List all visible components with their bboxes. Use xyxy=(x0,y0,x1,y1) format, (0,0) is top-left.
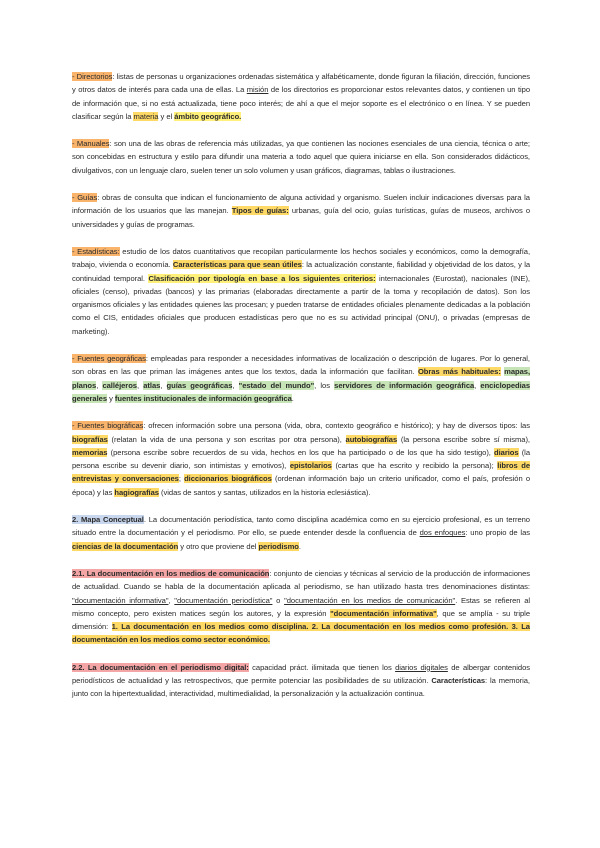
text: ; xyxy=(178,474,185,484)
text: , los xyxy=(314,380,335,390)
paragraph-fuentes-geograficas: - Fuentes geográficas: empleadas para responder a necesidades informativas de localización o descripción de lugares. Por lo general, son obras en las que priman las imágenes antes que los textos, dada la información que facilitan. Obras más habituales: mapas, planos, calléjeros, atlas, guías geográficas, "estado del mundo", los servidores de información geográfica, enciclopedias generales y fuentes institucionales de información geográfica. xyxy=(72,354,531,403)
text: (vidas de santos y santas, utilizados en la historia eclesiástica). xyxy=(158,487,371,497)
highlight: diccionarios biográficos xyxy=(184,474,272,484)
highlight: Características para que sean útiles xyxy=(172,260,302,270)
text: urbanas, guía del ocio, guías turísticas, guías de museos, archivos o universidades y guías de programas. xyxy=(72,206,530,229)
paragraph-estadisticas xyxy=(72,245,530,338)
text: , que se amplía - su triple dimensión: xyxy=(72,608,530,632)
text: (persona escribe sobre recuerdos de su vida, hechos en los que ha participado o de los que ha sido testigo), xyxy=(107,447,494,457)
highlight: biografías xyxy=(72,434,108,444)
text: : listas de personas u organizaciones ordenadas sistemática y alfabéticamente, donde figuran la filiación, dirección, funciones y otros datos de interés para cada una de ellas. La xyxy=(72,72,530,95)
heading-mapa-conceptual: 2. Mapa Conceptual xyxy=(72,515,144,525)
highlight: mapas, planos xyxy=(72,367,531,390)
highlight: Tipos de guías: xyxy=(231,206,289,216)
highlight: materia xyxy=(133,111,159,121)
highlight: fuentes institucionales de información geográfica xyxy=(114,393,292,403)
highlight: epistolarios xyxy=(289,461,332,471)
highlight: atlas xyxy=(143,380,161,390)
highlight: autobiografías xyxy=(345,434,398,444)
highlight: "documentación informativa" xyxy=(330,608,437,618)
text: (relatan la vida de una persona y son escritas por otra persona), xyxy=(107,434,346,444)
text: (ordenan información bajo un criterio unificador, como el país, profesión o época) y las xyxy=(72,474,530,497)
heading-medios-comunicacion: 2.1. La documentación en los medios de comunicación xyxy=(72,568,270,578)
highlight: ámbito geográfico. xyxy=(174,111,242,121)
paragraph-mapa-conceptual xyxy=(72,513,530,553)
underlined-text: "documentación periodística" xyxy=(174,595,273,605)
text: de albergar contenidos periodísticos de actualidad y las retrospectivos, que permite potenciar las posibilidades de su utilización. xyxy=(72,662,531,685)
text: estudio de los datos cuantitativos que recopilan particularmente los hechos sociales y económicos, como la demografía, trabajo, vivienda o economía. xyxy=(72,246,531,270)
term-fuentes-geograficas: - Fuentes geográficas xyxy=(72,354,146,364)
text: : son una de las obras de referencia más utilizadas, ya que contienen las nociones esenciales de una ciencia, técnica o arte; son concebidas en estructura y estilo para difundir una materia a todo aquel que quiera iniciarse en ella. Son considerados didácticos, divulgativos, con un lenguaje claro, suelen tener un solo volumen y usan gráficos, diagramas, tablas o ilustraciones. xyxy=(72,139,530,175)
highlight: servidores de información geográfica xyxy=(334,380,475,390)
highlight: Clasificación por tipología en base a los siguientes criterios: xyxy=(148,273,376,283)
highlight: Obras más habituales: xyxy=(417,367,501,377)
text: (la persona escribe su devenir diario, son intimistas y emotivos), xyxy=(72,447,530,471)
text: y xyxy=(107,393,115,403)
paragraph-periodismo-digital xyxy=(72,661,530,701)
underlined-text: "documentación informativa" xyxy=(72,595,169,605)
document-page xyxy=(72,70,530,715)
text: capacidad práct. ilimitada que tienen los xyxy=(248,662,396,672)
text: : uno propio de las xyxy=(465,528,530,538)
text: : la actualización constante, fiabilidad y objetividad de los datos, y la continuidad temporal. xyxy=(72,260,530,283)
highlight: 1. La documentación en los medios como disciplina. 2. La documentación en los medios como profesión. 3. La documentación en los medios como sector económico. xyxy=(72,622,530,645)
highlight: diarios xyxy=(494,447,519,457)
text: y otro que proviene del xyxy=(178,541,259,551)
text: : la memoria, junto con la hipertextualidad, interactividad, multimedialidad, la personalización y la actualización continua. xyxy=(72,675,530,699)
underlined-text: misión xyxy=(246,85,269,95)
underlined-text: diarios digitales xyxy=(395,662,448,672)
term-guias: - Guías xyxy=(72,193,98,203)
highlight: "estado del mundo" xyxy=(238,380,315,390)
term-manuales: - Manuales xyxy=(72,139,110,149)
paragraph-fuentes-biograficas xyxy=(72,419,530,499)
text: y el xyxy=(158,111,175,121)
highlight: enciclopedias generales xyxy=(72,380,530,403)
paragraph-directorios xyxy=(72,70,530,123)
highlight: calléjeros xyxy=(102,380,137,390)
highlight: libros de entrevistas y conversaciones xyxy=(72,461,530,484)
highlight: periodismo xyxy=(258,541,299,551)
underlined-text: "documentación en los medios de comunicación" xyxy=(284,595,456,605)
underlined-text: dos enfoques xyxy=(419,528,466,538)
paragraph-manuales xyxy=(72,137,530,177)
text: : conjunto de ciencias y técnicas al servicio de la producción de informaciones de actualidad. Cuando se habla de la documentación aplicada al periodismo, se han utilizado hasta tres denominaciones distintas: xyxy=(72,568,530,592)
text: (cartas que ha escrito y recibido la persona); xyxy=(331,461,498,471)
text: de los directorios es proporcionar estos relevantes datos, y contienen un tipo de información que, si no está actualizada, tiene poco interés; de ahí a que el mejor soporte es el electrónico o en línea. Y se pueden clasificar según la xyxy=(72,85,531,121)
highlight: hagiografías xyxy=(114,487,159,497)
text: : empleadas para responder a necesidades informativas de localización o descripción de lugares. Por lo general, son obras en las que priman las imágenes antes que los textos, dada la información que facilitan. xyxy=(72,354,530,377)
text: . xyxy=(291,393,294,403)
text: : obras de consulta que indican el funcionamiento de alguna actividad y organismo. Suelen incluir indicaciones diversas para la información de los usuarios que las manejan. xyxy=(72,193,530,216)
text: , xyxy=(168,595,175,605)
term-directorios: - Directorios xyxy=(72,72,113,81)
heading-periodismo-digital: 2.2. La documentación en el periodismo digital: xyxy=(72,662,249,672)
text: : ofrecen información sobre una persona (vida, obra, contexto geográfico e histórico); y hay de diversos tipos: las xyxy=(143,421,530,431)
text: o xyxy=(272,595,285,605)
highlight: ciencias de la documentación xyxy=(72,541,179,551)
highlight: memorias xyxy=(72,447,108,457)
text: (la persona escribe sobre sí misma), xyxy=(397,434,530,444)
paragraph-medios-comunicacion xyxy=(72,567,530,647)
text: . La documentación periodística, tanto como disciplina académica como en su ejercicio profesional, es un terreno situado entre la documentación y el periodismo. Por ello, se puede entender desde la confluencia de xyxy=(72,515,530,538)
term-estadisticas: - Estadísticas: xyxy=(72,246,120,256)
highlight: guías geográficas xyxy=(166,380,233,390)
text: . xyxy=(298,541,301,551)
text: . Estas se refieren al mismo concepto, pero existen matices según los autores, y la expresión xyxy=(72,595,531,618)
term-fuentes-biograficas: - Fuentes biográficas xyxy=(72,421,144,431)
bold-text: Características xyxy=(431,675,486,685)
paragraph-guias xyxy=(72,191,530,231)
text: internacionales (Eurostat), nacionales (INE), oficiales (censo), privadas (bancos) y las primarias (elaboradas directamente a partir de la toma y recopilación de datos). Son los organismos oficiales y las entidades quienes las procesan; y pueden tratarse de entidades oficiales plenamente dedicadas a la población como el CIS, entidades oficiales que producen estadísticas pero que no es su actividad principal (ONU), o privadas (empresas de marketing). xyxy=(72,273,530,336)
